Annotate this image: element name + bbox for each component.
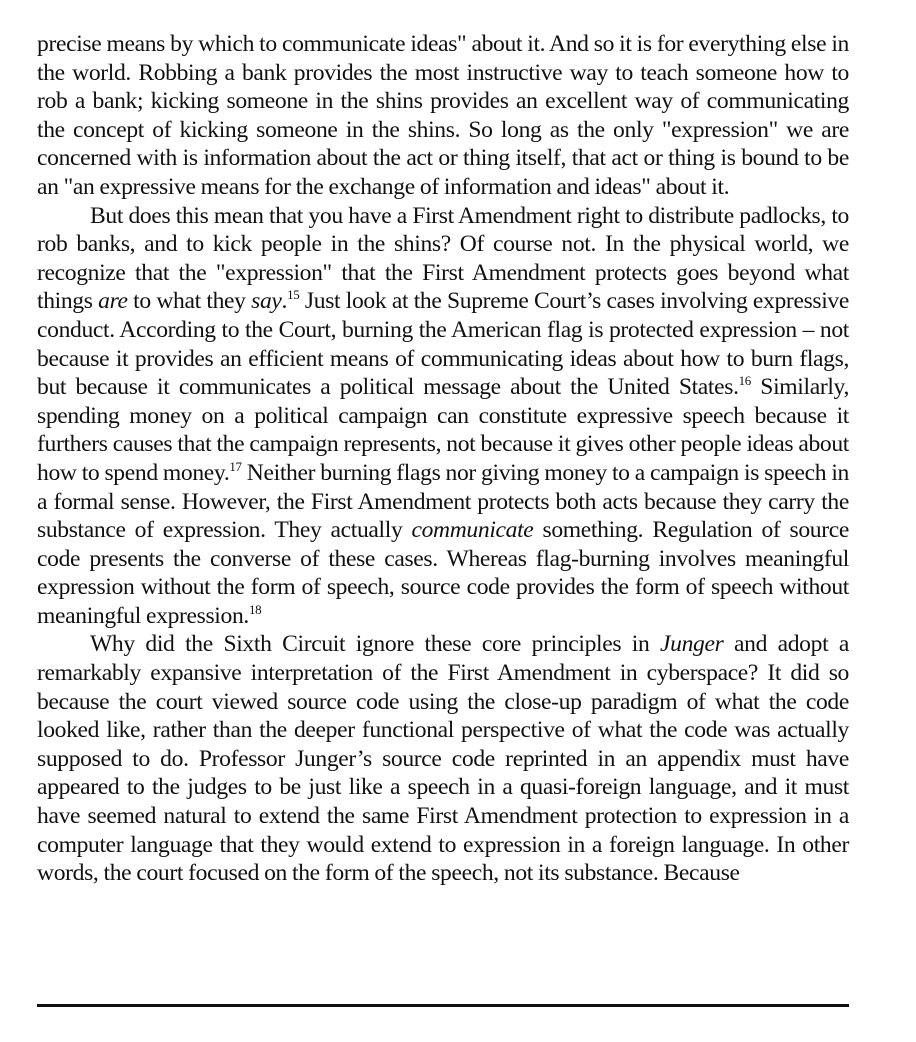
paragraph-2 [37,202,849,631]
paragraph-text: and adopt a remarkably expansive interpretation of the First Amendment in cyberspace? It did so because the court viewed source code using the close-up paradigm of what the code looked like, rather than the deeper functional perspective of what the code was actually supposed to do. Professor Junger’s source code reprinted in an appendix must have appeared to the judges to be just like a speech in a quasi-foreign language, and it must have seemed natural to extend the same First Amendment protection to expression in a computer language that they would extend to expression in a foreign language. In other words, the court focused on the form of the speech, not its substance. Because [37,631,849,887]
paragraph-text: Similarly, spending money on a political campaign can constitute expressive speech because it furthers causes that the campaign represents, not because it gives other people ideas about how to spend money. [37,374,849,486]
paragraph-text: to what they [127,288,252,315]
paragraph-3 [37,630,849,887]
paragraph-text: something. Regulation of source code presents the converse of these cases. Whereas flag-burning involves meaningful expression without the form of speech, source code provides the form of speech without meaningful expression. [37,517,849,629]
paragraph-text: Why did the Sixth Circuit ignore these core principles in [90,631,660,658]
footnote-marker-16[interactable]: 16 [738,373,751,389]
paragraph-text: Just look at the Supreme Court’s cases involving expressive conduct. According to the Court, burning the American flag is protected expression – not because it provides an efficient means of communicating ideas about how to burn flags, but because it communicates a political message about the United States. [37,288,850,401]
paragraph-text: Neither burning flags nor giving money to a campaign is speech in a formal sense. However, the First Amendment protects both acts because they carry the substance of expression. They actually [37,459,850,544]
paragraph-1 [37,30,849,202]
paragraph-text: precise means by which to communicate ideas" about it. And so it is for everything else in the world. Robbing a bank provides the most instructive way to teach someone how to rob a bank; kicking someone in the shins provides an excellent way of communicating the concept of kicking someone in the shins. So long as the only "expression" we are concerned with is information about the act or thing itself, that act or thing is bound to be an "an expressive means for the exchange of information and ideas" about it. [37,31,849,200]
emphasis-text: communicate [411,517,534,544]
paragraph-text: . [281,288,288,315]
footnote-separator-rule [37,1004,849,1007]
case-name-italic: Junger [660,631,724,658]
footnote-marker-18[interactable]: 18 [248,601,262,617]
document-body [37,30,849,888]
emphasis-text: say [251,288,282,315]
emphasis-text: are [98,288,128,315]
footnote-marker-15[interactable]: 15 [287,287,300,303]
paragraph-text: But does this mean that you have a First Amendment right to distribute padlocks, to rob banks, and to kick people in the shins? Of course not. In the physical world, we recognize that the "expression" that the First Amendment protects goes beyond what things [37,202,849,315]
footnote-marker-17[interactable]: 17 [229,458,242,474]
